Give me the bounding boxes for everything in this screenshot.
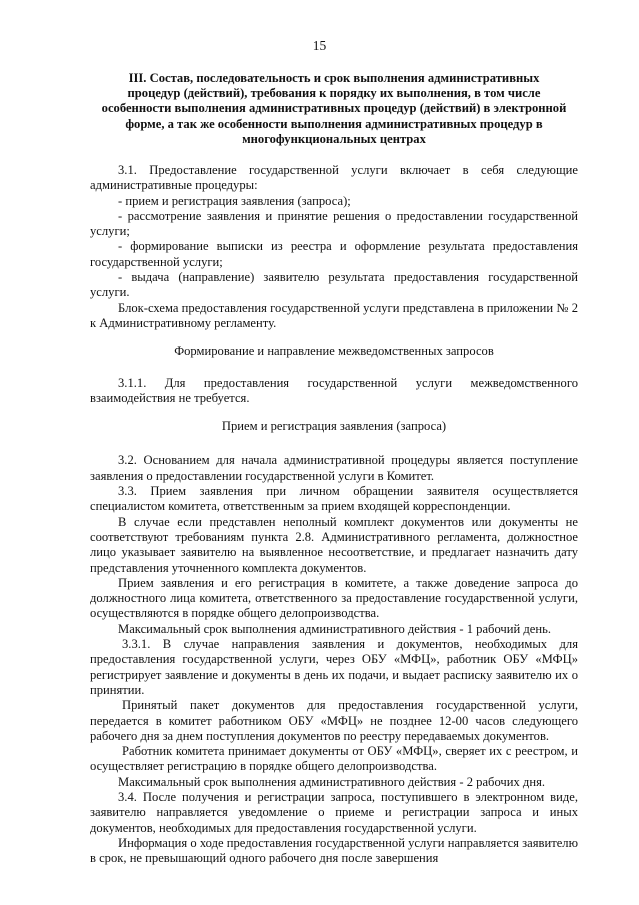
paragraph: 3.4. После получения и регистрации запроса, поступившего в электронном виде, заявителю направляется уведомление о приеме и регистрации запроса и иных документов, необходимых для предоставления государственной услуги. [90, 789, 578, 835]
paragraph: Принятый пакет документов для предоставления государственной услуги, передается в комитет работником ОБУ «МФЦ» не позднее 12-00 часов следующего рабочего дня за днем поступления документов по реестру передаваемых документов. [90, 698, 578, 743]
heading-line: процедур (действий), требования к порядку их выполнения, в том числе [127, 86, 541, 101]
paragraph: Прием заявления и его регистрация в комитете, а также доведение запроса до должностного лица комитета, ответственного за предоставление государственной услуги, осуществляются в порядке общего делопроизводства. [90, 575, 578, 621]
list-item: - прием и регистрация заявления (запроса); [118, 193, 351, 208]
section-heading [90, 71, 578, 147]
paragraph: Максимальный срок выполнения административного действия - 2 рабочих дня. [118, 774, 546, 789]
paragraph: 3.2. Основанием для начала административной процедуры является поступление заявления о предоставлении государственной услуги в Комитет. [90, 453, 578, 483]
paragraph: Работник комитета принимает документы от ОБУ «МФЦ», сверяет их с реестром, и осуществляет регистрацию в порядке общего делопроизводства. [90, 744, 578, 774]
document-body [90, 163, 578, 866]
paragraph-3-1-intro: 3.1. Предоставление государственной услуги включает в себя следующие административные процедуры: [90, 163, 578, 193]
paragraph: 3.3. Прием заявления при личном обращении заявителя осуществляется специалистом комитета, ответственным за прием входящей корреспонденции. [90, 484, 578, 514]
list-item: - выдача (направление) заявителю результата предоставления государственной услуги. [90, 270, 578, 300]
paragraph-3-1-1: 3.1.1. Для предоставления государственной услуги межведомственного взаимодействия не требуется. [90, 375, 578, 405]
paragraph-scheme-note: Блок-схема предоставления государственной услуги представлена в приложении № 2 к Административному регламенту. [90, 300, 578, 330]
list-item: - рассмотрение заявления и принятие решения о предоставлении государственной услуги; [90, 208, 578, 239]
page-number: 15 [312, 38, 327, 53]
heading-line: особенности выполнения административных процедур (действий) в электронной [101, 101, 567, 116]
heading-line: III. Состав, последовательность и срок выполнения административных [128, 71, 540, 85]
paragraph: Информация о ходе предоставления государственной услуги направляется заявителю в срок, не превышающий одного рабочего дня после завершения [90, 835, 578, 866]
subheading-interagency: Формирование и направление межведомственных запросов [174, 344, 494, 359]
paragraph: 3.3.1. В случае направления заявления и документов, необходимых для предоставления государственной услуги, через ОБУ «МФЦ», работник ОБУ «МФЦ» регистрирует заявление и документы в день их подачи, и выдает расписку заявителю их о принятии. [90, 637, 578, 697]
paragraph: Максимальный срок выполнения административного действия - 1 рабочий день. [118, 621, 552, 636]
list-item: - формирование выписки из реестра и оформление результата предоставления государственной услуги; [90, 239, 578, 269]
paragraph: В случае если представлен неполный комплект документов или документы не соответствуют требованиям пункта 2.8. Административного регламента, должностное лицо указывает заявителю на выявленное несоответствие, и предлагает назначить дату представления уточненного комплекта документов. [90, 514, 578, 575]
heading-line: форме, а так же особенности выполнения административных процедур в [125, 116, 543, 131]
heading-line: многофункциональных центрах [242, 131, 426, 146]
subheading-reception: Прием и регистрация заявления (запроса) [221, 419, 447, 434]
